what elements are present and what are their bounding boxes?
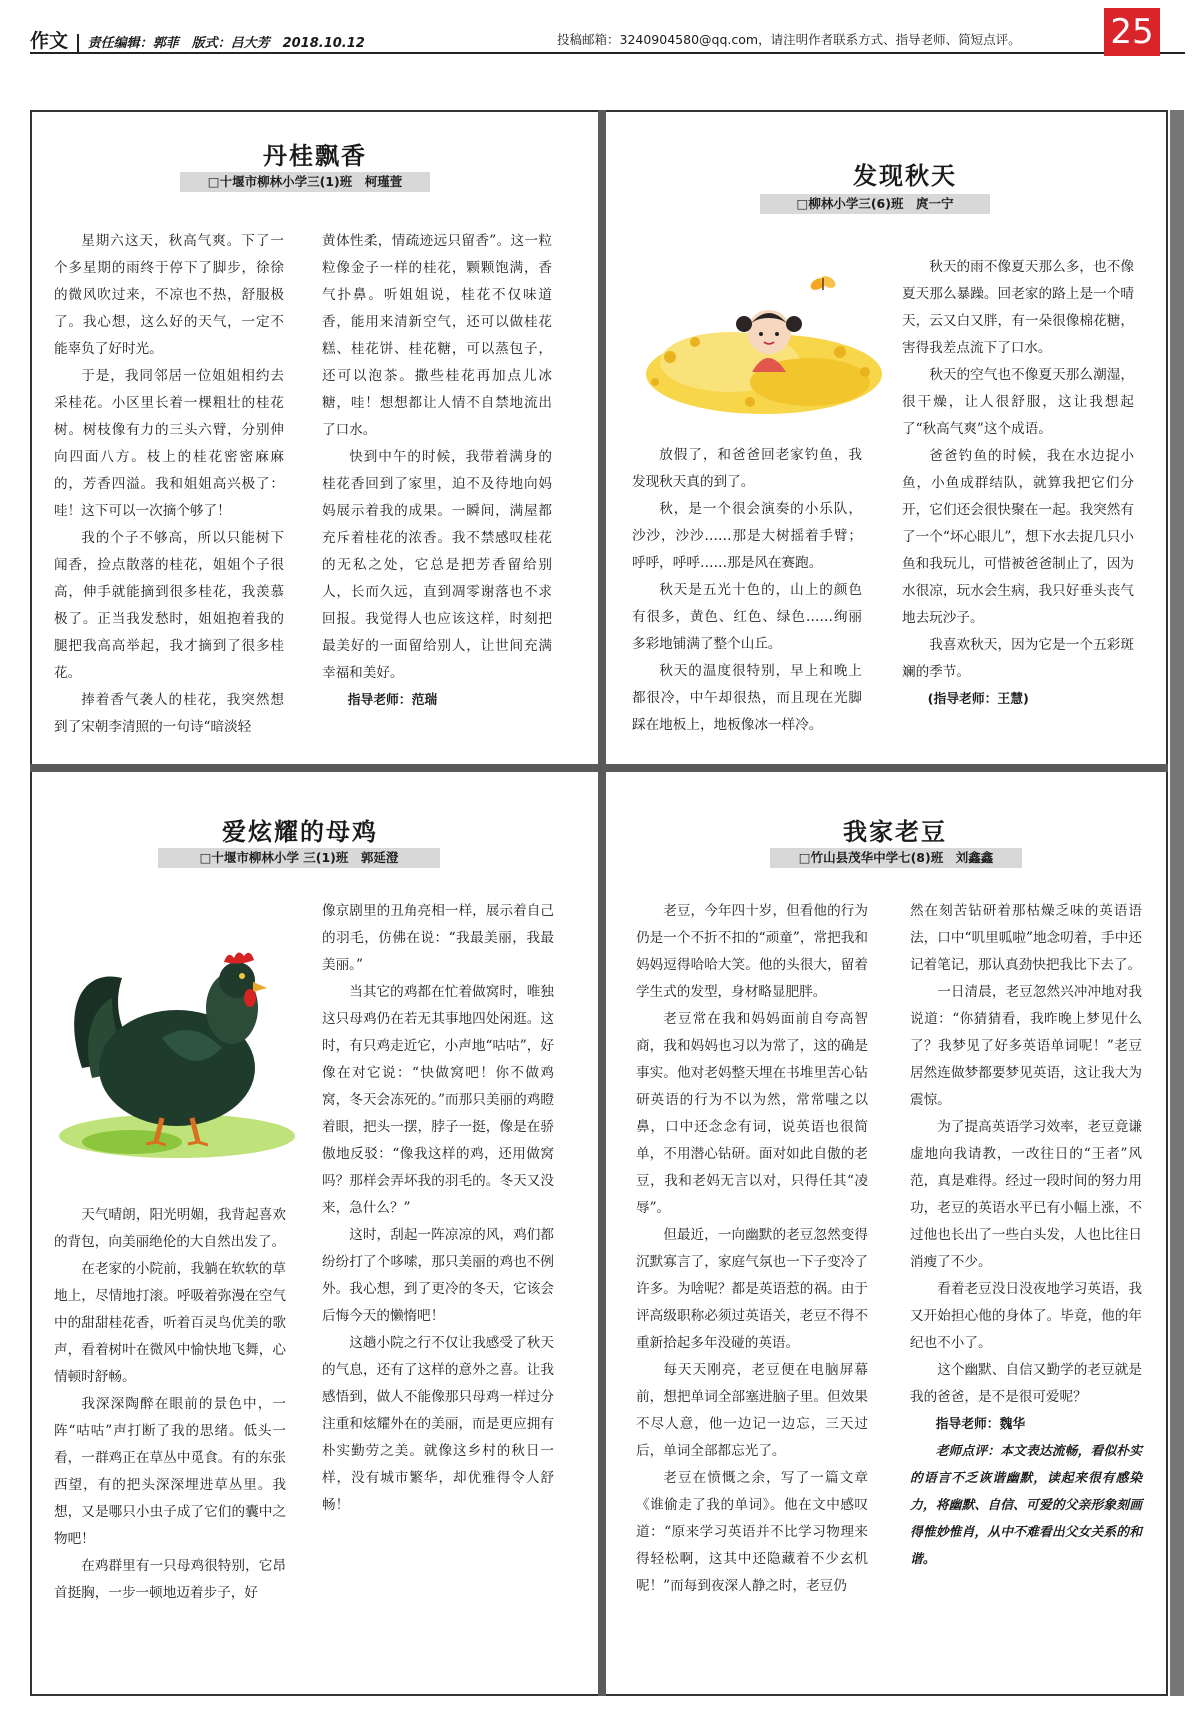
editor-info: 责任编辑：郭菲 版式：吕大芳 2018.10.12 (87, 36, 365, 51)
paragraph: 当其它的鸡都在忙着做窝时，唯独这只母鸡仍在若无其事地四处闲逛。这时，有只鸡走近它，小声地“咕咕”，好像在对它说：“快做窝吧！你不做鸡窝，冬天会冻死的。”而那只美丽的鸡瞪着眼，把头一摆，脖子一挺，像是在骄傲地反驳：“像我这样的鸡，还用做窝吗？那样会弄坏我的羽毛的。冬天又没来，急什么？” (322, 984, 554, 1216)
article4-col1 (636, 898, 868, 1600)
page-number: 25 (1104, 8, 1160, 56)
paragraph: 在鸡群里有一只母鸡很特别，它昂首挺胸，一步一顿地迈着步子，好 (54, 1558, 286, 1601)
paragraph: 秋天是五光十色的，山上的颜色有很多，黄色、红色、绿色……绚丽多彩地铺满了整个山丘。 (632, 582, 862, 652)
butterfly-icon (809, 274, 838, 293)
paragraph: 我的个子不够高，所以只能树下闻香，捡点散落的桂花，姐姐个子很高，伸手就能摘到很多桂花，我羡慕极了。正当我发愁时，姐姐抱着我的腿把我高高举起，我才摘到了很多桂花。 (54, 530, 284, 681)
paragraph: 这趟小院之行不仅让我感受了秋天的气息，还有了这样的意外之喜。让我感悟到，做人不能像那只母鸡一样过分注重和炫耀外在的美丽，而是更应拥有朴实勤劳之美。就像这乡村的秋日一样，没有城市繁华，却优雅得令人舒畅！ (322, 1335, 554, 1513)
paragraph: 于是，我同邻居一位姐姐相约去采桂花。小区里长着一棵粗壮的桂花树。树枝像有力的三头六臂，分别伸向四面八方。枝上的桂花密密麻麻的，芳香四溢。我和姐姐高兴极了：哇！这下可以一次摘个够了！ (54, 368, 284, 519)
article2-col2 (902, 254, 1134, 713)
paragraph: 秋天的雨不像夏天那么多，也不像夏天那么暴躁。回老家的路上是一个晴天，云又白又胖，有一朵很像棉花糖，害得我差点流下了口水。 (902, 259, 1134, 356)
comb (224, 952, 254, 963)
vertical-divider (598, 110, 606, 1696)
teacher-credit: (指导老师：王慧) (927, 692, 1029, 707)
horizontal-divider (30, 764, 1168, 772)
article2-title: 发现秋天 (853, 161, 957, 190)
article3-byline: □十堰市柳林小学 三(1)班 郭延澄 (158, 848, 440, 868)
paragraph: 捧着香气袭人的桂花，我突然想到了宋朝李清照的一句诗“暗淡轻 (54, 692, 284, 735)
paragraph: 然在刻苦钻研着那枯燥乏味的英语语法，口中“叽里呱啦”地念叨着，手中还记着笔记，那认真劲快把我比下去了。 (910, 903, 1142, 973)
paragraph: 星期六这天，秋高气爽。下了一个多星期的雨终于停下了脚步，徐徐的微风吹过来，不凉也不热，舒服极了。我心想，这么好的天气，一定不能辜负了好时光。 (54, 233, 284, 357)
article2-byline: □柳林小学三(6)班 庹一宁 (760, 194, 990, 214)
article4-col2 (910, 898, 1142, 1573)
paragraph: 放假了，和爸爸回老家钓鱼，我发现秋天真的到了。 (632, 447, 862, 490)
teacher-comment (910, 1438, 1142, 1573)
article4-byline: □竹山县茂华中学七(8)班 刘鑫鑫 (770, 848, 1022, 868)
article1-byline: □十堰市柳林小学三(1)班 柯瑾萱 (180, 172, 430, 192)
paragraph: 为了提高英语学习效率，老豆竟谦虚地向我请教，一改往日的“王者”风范，真是难得。经过一段时间的努力用功，老豆的英语水平已有小幅上涨，不过他也长出了一些白头发，人也比往日消瘦了不少。 (910, 1119, 1142, 1270)
paragraph: 秋天的空气也不像夏天那么潮湿，很干燥，让人很舒服，这让我想起了“秋高气爽”这个成语。 (902, 367, 1134, 437)
paragraph: 一日清晨，老豆忽然兴冲冲地对我说道：“你猜猜看，我昨晚上梦见什么了？我梦见了好多英语单词呢！”老豆居然连做梦都要梦见英语，这让我大为震惊。 (910, 984, 1142, 1108)
paragraph: 天气晴朗，阳光明媚，我背起喜欢的背包，向美丽绝伦的大自然出发了。 (54, 1207, 286, 1250)
paragraph: 像京剧里的丑角亮相一样，展示着自己的羽毛，仿佛在说：“我最美丽，我最美丽。” (322, 903, 554, 973)
section-name: 作文 (30, 30, 69, 52)
page-header (30, 22, 1185, 54)
teacher-credit: 指导老师：魏华 (935, 1417, 1026, 1432)
article3-title: 爱炫耀的母鸡 (222, 817, 378, 846)
paragraph: 每天天刚亮，老豆便在电脑屏幕前，想把单词全部塞进脑子里。但效果不尽人意，他一边记一边忘，三天过后，单词全部都忘光了。 (636, 1362, 868, 1459)
paragraph: 老豆在愤慨之余，写了一篇文章《谁偷走了我的单词》。他在文中感叹道：“原来学习英语并不比学习物理来得轻松啊，这其中还隐藏着不少玄机呢！”而每到夜深人静之时，老豆仍 (636, 1470, 868, 1594)
header-left (30, 26, 365, 53)
paragraph: 我深深陶醉在眼前的景色中，一阵“咕咕”声打断了我的思绪。低头一看，一群鸡正在草丛中觅食。有的东张西望，有的把头深深埋进草丛里。我想，又是哪只小虫子成了它们的囊中之物吧！ (54, 1396, 286, 1547)
article1-col2 (322, 228, 552, 714)
comment-label: 老师点评： (935, 1444, 1001, 1459)
article1-title: 丹桂飘香 (263, 141, 367, 170)
paragraph: 这个幽默、自信又勤学的老豆就是我的爸爸，是不是很可爱呢？ (910, 1362, 1142, 1405)
paragraph: 老豆，今年四十岁，但看他的行为仍是一个不折不扣的“顽童”，常把我和妈妈逗得哈哈大笑。他的头很大，留着学生式的发型，身材略显肥胖。 (636, 903, 868, 1000)
paragraph: 在老家的小院前，我躺在软软的草地上，尽情地打滚。呼吸着弥漫在空气中的甜甜桂花香，听着百灵鸟优美的歌声，看着树叶在微风中愉快地飞舞，心情顿时舒畅。 (54, 1261, 286, 1385)
rooster-illustration (52, 928, 302, 1168)
article1-col1 (54, 228, 284, 741)
right-sidebar-bar (1170, 110, 1184, 1696)
teacher-credit: 指导老师：范瑞 (347, 693, 438, 708)
paragraph: 快到中午的时候，我带着满身的桂花香回到了家里，迫不及待地向妈妈展示着我的成果。一瞬间，满屋都充斥着桂花的浓香。我不禁感叹桂花的无私之处，它总是把芳香留给别人，长而久远，直到凋零谢落也不求回报。我觉得人也应该这样，时刻把最美好的一面留给别人，让世间充满幸福和美好。 (322, 449, 552, 681)
article3-col2 (322, 898, 554, 1519)
article2-col1 (632, 442, 862, 739)
paragraph: 看着老豆没日没夜地学习英语，我又开始担心他的身体了。毕竟，他的年纪也不小了。 (910, 1281, 1142, 1351)
comment-text: 本文表达流畅，看似朴实的语言不乏诙谐幽默，读起来很有感染力，将幽默、自信、可爱的父亲形象刻画得惟妙惟肖，从中不难看出父女关系的和谐。 (910, 1444, 1143, 1567)
paragraph: 这时，刮起一阵凉凉的风，鸡们都纷纷打了个哆嗦，那只美丽的鸡也不例外。我心想，到了更冷的冬天，它该会后悔今天的懒惰吧！ (322, 1227, 554, 1324)
paragraph: 但最近，一向幽默的老豆忽然变得沉默寡言了，家庭气氛也一下子变冷了许多。为啥呢？都是英语惹的祸。由于评高级职称必须过英语关，老豆不得不重新拾起多年没碰的英语。 (636, 1227, 868, 1351)
paragraph: 黄体性柔，情疏迹远只留香”。这一粒粒像金子一样的桂花，颗颗饱满，香气扑鼻。听姐姐说，桂花不仅味道香，能用来清新空气，还可以做桂花糕、桂花饼、桂花糖，可以蒸包子，还可以泡茶。撒些桂花再加点儿冰糖，哇！想想都让人情不自禁地流出了口水。 (322, 233, 552, 438)
paragraph: 秋，是一个很会演奏的小乐队，沙沙，沙沙……那是大树摇着手臂；呼呼，呼呼……那是风在赛跑。 (632, 501, 862, 571)
paragraph: 我喜欢秋天，因为它是一个五彩斑斓的季节。 (902, 637, 1134, 680)
paragraph: 老豆常在我和妈妈面前自夸高智商，我和妈妈也习以为常了，这的确是事实。他对老妈整天埋在书堆里苦心钻研英语的行为不以为然，常常嗤之以鼻，口中还念念有词，说英语也很简单，不用潜心钻研。面对如此自傲的老豆，我和老妈无言以对，只得任其“凌辱”。 (636, 1011, 868, 1216)
article3-col1 (54, 1202, 286, 1607)
submission-notice: 投稿邮箱：3240904580@qq.com，请注明作者联系方式、指导老师、简短点评。 (557, 32, 1021, 47)
paragraph: 秋天的温度很特别，早上和晚上都很冷，中午却很热，而且现在光脚踩在地板上，地板像冰一样冷。 (632, 663, 862, 733)
article4-title: 我家老豆 (843, 817, 947, 846)
paragraph: 爸爸钓鱼的时候，我在水边捉小鱼，小鱼成群结队，就算我把它们分开，它们还会很快聚在一起。我突然有了一个“坏心眼儿”，想下水去捉几只小鱼和我玩儿，可惜被爸爸制止了，因为水很凉，玩水会生病，我只好垂头丧气地去玩沙子。 (902, 448, 1134, 626)
girl-autumn-illustration (640, 262, 888, 420)
